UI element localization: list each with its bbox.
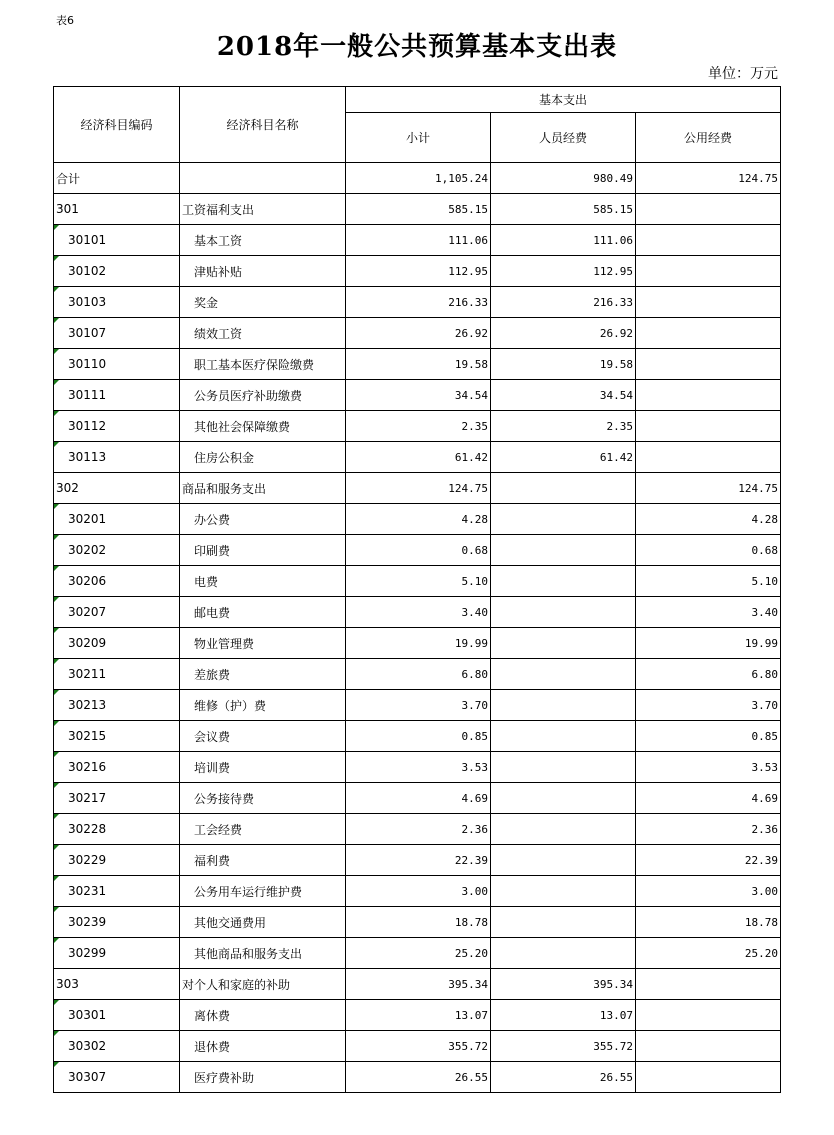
public-cell xyxy=(636,1031,781,1062)
table-row xyxy=(54,752,781,783)
subtotal-cell: 22.39 xyxy=(346,845,491,876)
personnel-cell: 112.95 xyxy=(491,256,636,287)
name-cell: 离休费 xyxy=(180,1000,346,1031)
table-row xyxy=(54,194,781,225)
name-cell: 绩效工资 xyxy=(180,318,346,349)
public-cell: 2.36 xyxy=(636,814,781,845)
personnel-cell xyxy=(491,535,636,566)
table-row xyxy=(54,969,781,1000)
header-name: 经济科目名称 xyxy=(180,87,346,163)
personnel-cell: 111.06 xyxy=(491,225,636,256)
subtotal-cell: 4.69 xyxy=(346,783,491,814)
subtotal-cell: 19.99 xyxy=(346,628,491,659)
subtotal-cell: 6.80 xyxy=(346,659,491,690)
name-cell: 会议费 xyxy=(180,721,346,752)
personnel-cell: 34.54 xyxy=(491,380,636,411)
public-cell xyxy=(636,256,781,287)
subtotal-cell: 111.06 xyxy=(346,225,491,256)
code-cell: 30207 xyxy=(54,597,180,628)
name-cell: 差旅费 xyxy=(180,659,346,690)
table-row xyxy=(54,318,781,349)
table-row xyxy=(54,907,781,938)
personnel-cell xyxy=(491,597,636,628)
subtotal-cell: 0.85 xyxy=(346,721,491,752)
code-cell: 30206 xyxy=(54,566,180,597)
code-cell: 30215 xyxy=(54,721,180,752)
public-cell xyxy=(636,225,781,256)
public-cell: 0.68 xyxy=(636,535,781,566)
personnel-cell xyxy=(491,690,636,721)
code-cell: 30110 xyxy=(54,349,180,380)
personnel-cell xyxy=(491,721,636,752)
personnel-cell: 61.42 xyxy=(491,442,636,473)
table-row xyxy=(54,876,781,907)
public-cell: 3.70 xyxy=(636,690,781,721)
table-body xyxy=(54,163,781,1093)
code-cell: 30211 xyxy=(54,659,180,690)
budget-table xyxy=(53,86,781,1093)
table-row xyxy=(54,938,781,969)
personnel-cell xyxy=(491,938,636,969)
personnel-cell xyxy=(491,566,636,597)
code-cell: 30239 xyxy=(54,907,180,938)
public-cell: 22.39 xyxy=(636,845,781,876)
public-cell: 4.28 xyxy=(636,504,781,535)
public-cell xyxy=(636,411,781,442)
public-cell xyxy=(636,194,781,225)
table-row xyxy=(54,287,781,318)
subtotal-cell: 124.75 xyxy=(346,473,491,504)
name-cell: 奖金 xyxy=(180,287,346,318)
personnel-cell: 355.72 xyxy=(491,1031,636,1062)
public-cell xyxy=(636,969,781,1000)
table-row xyxy=(54,690,781,721)
subtotal-cell: 0.68 xyxy=(346,535,491,566)
subtotal-cell: 13.07 xyxy=(346,1000,491,1031)
code-cell: 30111 xyxy=(54,380,180,411)
subtotal-cell: 3.00 xyxy=(346,876,491,907)
name-cell: 印刷费 xyxy=(180,535,346,566)
code-cell: 30217 xyxy=(54,783,180,814)
subtotal-cell: 1,105.24 xyxy=(346,163,491,194)
code-cell: 30213 xyxy=(54,690,180,721)
subtotal-cell: 34.54 xyxy=(346,380,491,411)
table-row xyxy=(54,225,781,256)
name-cell: 福利费 xyxy=(180,845,346,876)
public-cell xyxy=(636,349,781,380)
code-cell: 30112 xyxy=(54,411,180,442)
public-cell xyxy=(636,380,781,411)
subtotal-cell: 5.10 xyxy=(346,566,491,597)
table-row xyxy=(54,1031,781,1062)
personnel-cell: 216.33 xyxy=(491,287,636,318)
public-cell: 3.40 xyxy=(636,597,781,628)
name-cell: 其他交通费用 xyxy=(180,907,346,938)
code-cell: 301 xyxy=(54,194,180,225)
name-cell: 公务接待费 xyxy=(180,783,346,814)
name-cell: 对个人和家庭的补助 xyxy=(180,969,346,1000)
code-cell: 302 xyxy=(54,473,180,504)
table-row xyxy=(54,597,781,628)
table-row xyxy=(54,380,781,411)
subtotal-cell: 3.40 xyxy=(346,597,491,628)
public-cell xyxy=(636,1062,781,1093)
name-cell xyxy=(180,163,346,194)
header-public: 公用经费 xyxy=(636,113,781,163)
subtotal-cell: 585.15 xyxy=(346,194,491,225)
table-row xyxy=(54,659,781,690)
personnel-cell xyxy=(491,473,636,504)
name-cell: 培训费 xyxy=(180,752,346,783)
table-row xyxy=(54,535,781,566)
public-cell: 124.75 xyxy=(636,473,781,504)
table-row xyxy=(54,814,781,845)
subtotal-cell: 3.53 xyxy=(346,752,491,783)
code-cell: 30228 xyxy=(54,814,180,845)
personnel-cell xyxy=(491,876,636,907)
personnel-cell: 26.55 xyxy=(491,1062,636,1093)
subtotal-cell: 26.55 xyxy=(346,1062,491,1093)
table-row xyxy=(54,504,781,535)
personnel-cell xyxy=(491,907,636,938)
table-row xyxy=(54,349,781,380)
header-code: 经济科目编码 xyxy=(54,87,180,163)
name-cell: 住房公积金 xyxy=(180,442,346,473)
code-cell: 30102 xyxy=(54,256,180,287)
code-cell: 30101 xyxy=(54,225,180,256)
header-basic: 基本支出 xyxy=(346,87,781,113)
table-row xyxy=(54,473,781,504)
public-cell: 4.69 xyxy=(636,783,781,814)
table-row xyxy=(54,721,781,752)
public-cell: 25.20 xyxy=(636,938,781,969)
table-row xyxy=(54,163,781,194)
public-cell: 6.80 xyxy=(636,659,781,690)
header-personnel: 人员经费 xyxy=(491,113,636,163)
public-cell: 18.78 xyxy=(636,907,781,938)
subtotal-cell: 2.35 xyxy=(346,411,491,442)
code-cell: 30229 xyxy=(54,845,180,876)
name-cell: 医疗费补助 xyxy=(180,1062,346,1093)
name-cell: 退休费 xyxy=(180,1031,346,1062)
personnel-cell: 980.49 xyxy=(491,163,636,194)
name-cell: 其他社会保障缴费 xyxy=(180,411,346,442)
public-cell xyxy=(636,1000,781,1031)
personnel-cell: 26.92 xyxy=(491,318,636,349)
page-title: 2018年一般公共预算基本支出表 xyxy=(216,32,618,62)
subtotal-cell: 26.92 xyxy=(346,318,491,349)
table-row xyxy=(54,845,781,876)
code-cell: 合计 xyxy=(54,163,180,194)
unit-label: 单位：万元 xyxy=(708,66,778,82)
table-tag: 表6 xyxy=(56,14,74,27)
personnel-cell xyxy=(491,845,636,876)
personnel-cell xyxy=(491,783,636,814)
personnel-cell: 19.58 xyxy=(491,349,636,380)
code-cell: 30231 xyxy=(54,876,180,907)
name-cell: 工会经费 xyxy=(180,814,346,845)
personnel-cell: 13.07 xyxy=(491,1000,636,1031)
personnel-cell xyxy=(491,752,636,783)
public-cell: 3.00 xyxy=(636,876,781,907)
subtotal-cell: 18.78 xyxy=(346,907,491,938)
table-row xyxy=(54,628,781,659)
subtotal-cell: 355.72 xyxy=(346,1031,491,1062)
name-cell: 办公费 xyxy=(180,504,346,535)
table-row xyxy=(54,566,781,597)
public-cell xyxy=(636,318,781,349)
subtotal-cell: 112.95 xyxy=(346,256,491,287)
public-cell: 3.53 xyxy=(636,752,781,783)
subtotal-cell: 216.33 xyxy=(346,287,491,318)
personnel-cell: 2.35 xyxy=(491,411,636,442)
personnel-cell: 395.34 xyxy=(491,969,636,1000)
personnel-cell: 585.15 xyxy=(491,194,636,225)
name-cell: 公务员医疗补助缴费 xyxy=(180,380,346,411)
subtotal-cell: 61.42 xyxy=(346,442,491,473)
name-cell: 物业管理费 xyxy=(180,628,346,659)
name-cell: 公务用车运行维护费 xyxy=(180,876,346,907)
public-cell: 124.75 xyxy=(636,163,781,194)
name-cell: 电费 xyxy=(180,566,346,597)
personnel-cell xyxy=(491,504,636,535)
code-cell: 30299 xyxy=(54,938,180,969)
public-cell: 19.99 xyxy=(636,628,781,659)
code-cell: 30216 xyxy=(54,752,180,783)
public-cell: 0.85 xyxy=(636,721,781,752)
subtotal-cell: 19.58 xyxy=(346,349,491,380)
personnel-cell xyxy=(491,659,636,690)
name-cell: 其他商品和服务支出 xyxy=(180,938,346,969)
code-cell: 30202 xyxy=(54,535,180,566)
personnel-cell xyxy=(491,814,636,845)
public-cell xyxy=(636,442,781,473)
public-cell: 5.10 xyxy=(636,566,781,597)
subtotal-cell: 25.20 xyxy=(346,938,491,969)
table-row xyxy=(54,442,781,473)
code-cell: 30201 xyxy=(54,504,180,535)
name-cell: 职工基本医疗保险缴费 xyxy=(180,349,346,380)
name-cell: 基本工资 xyxy=(180,225,346,256)
name-cell: 津贴补贴 xyxy=(180,256,346,287)
table-row xyxy=(54,1000,781,1031)
code-cell: 30103 xyxy=(54,287,180,318)
code-cell: 30209 xyxy=(54,628,180,659)
code-cell: 30113 xyxy=(54,442,180,473)
personnel-cell xyxy=(491,628,636,659)
name-cell: 商品和服务支出 xyxy=(180,473,346,504)
code-cell: 30107 xyxy=(54,318,180,349)
table-row xyxy=(54,1062,781,1093)
subtotal-cell: 2.36 xyxy=(346,814,491,845)
header-subtotal: 小计 xyxy=(346,113,491,163)
name-cell: 工资福利支出 xyxy=(180,194,346,225)
code-cell: 30301 xyxy=(54,1000,180,1031)
subtotal-cell: 4.28 xyxy=(346,504,491,535)
public-cell xyxy=(636,287,781,318)
subtotal-cell: 3.70 xyxy=(346,690,491,721)
name-cell: 邮电费 xyxy=(180,597,346,628)
subtotal-cell: 395.34 xyxy=(346,969,491,1000)
name-cell: 维修（护）费 xyxy=(180,690,346,721)
table-row xyxy=(54,256,781,287)
table-row xyxy=(54,411,781,442)
table-row xyxy=(54,783,781,814)
code-cell: 30307 xyxy=(54,1062,180,1093)
code-cell: 303 xyxy=(54,969,180,1000)
code-cell: 30302 xyxy=(54,1031,180,1062)
